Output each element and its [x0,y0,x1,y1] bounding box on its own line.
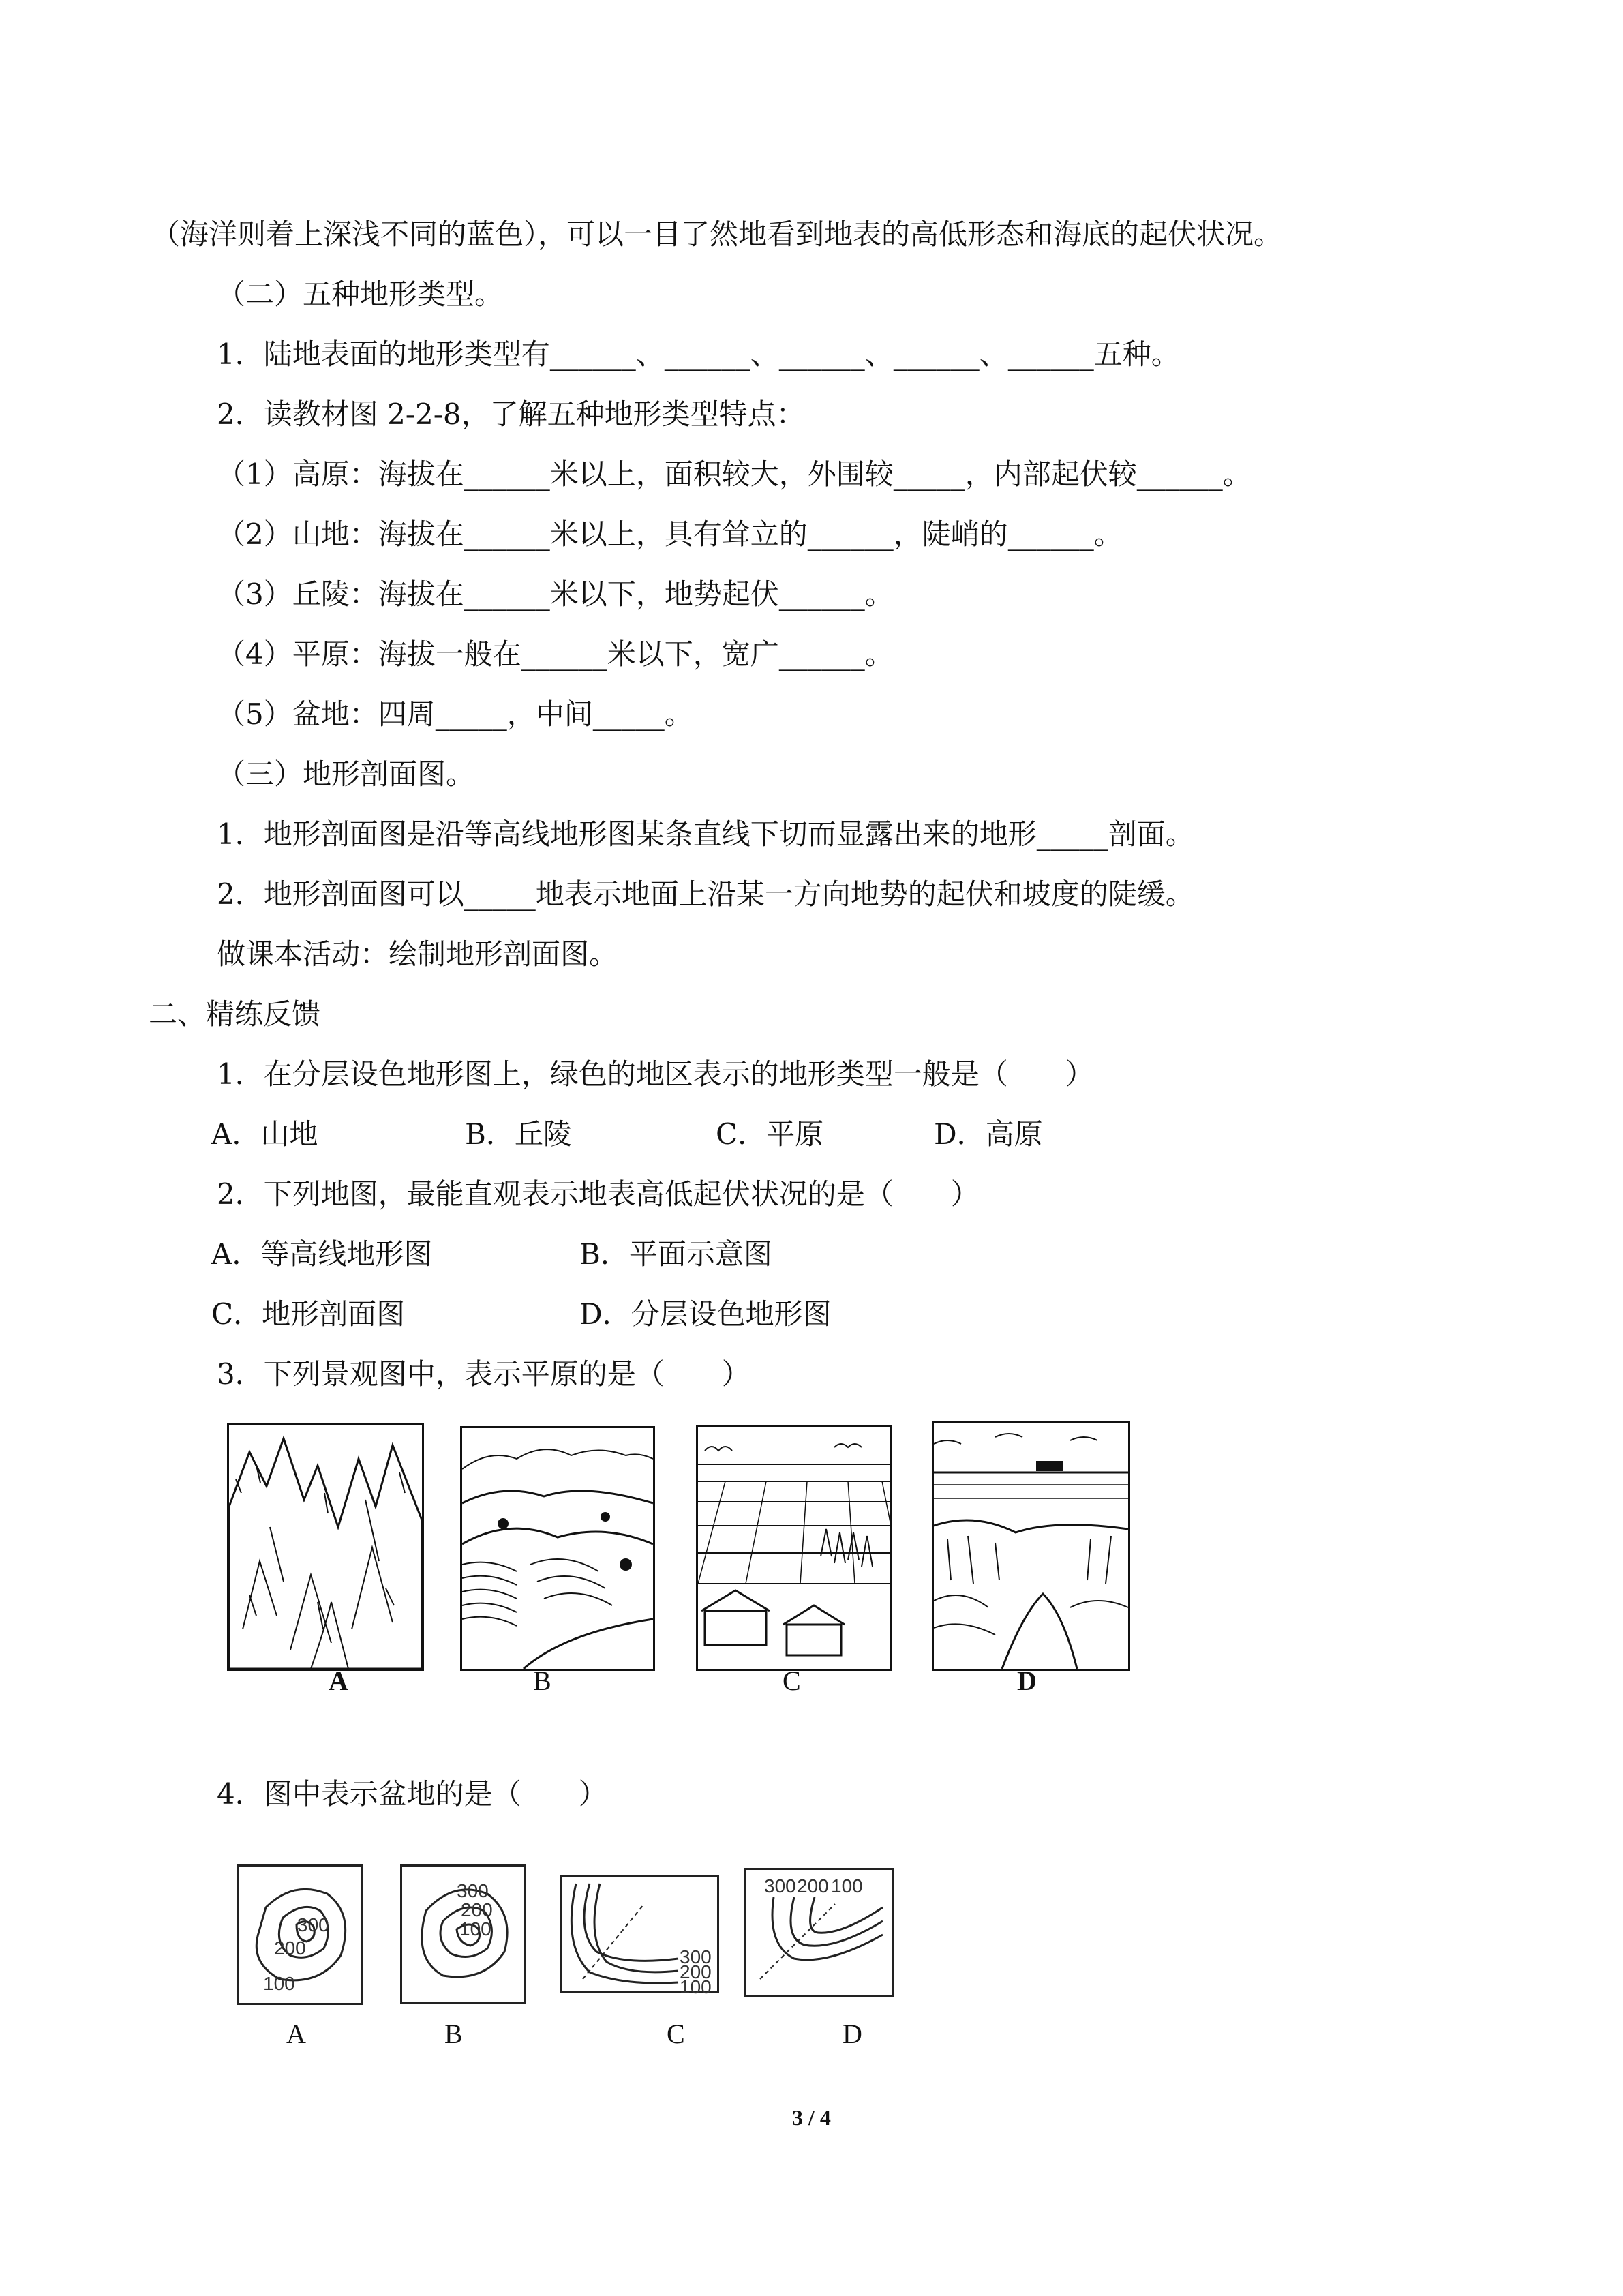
contour-d-label-200: 200 [797,1875,829,1897]
contour-c-label-300: 300 [680,1946,712,1967]
section-heading-five-landforms: （二）五种地形类型。 [217,277,504,311]
contour-c-label-100: 100 [680,1976,712,1997]
section-heading-profile: （三）地形剖面图。 [217,757,475,791]
activity-line: 做课本活动：绘制地形剖面图。 [217,937,618,971]
text-line-12: 2．地形剖面图可以_____地表示地面上沿某一方向地势的起伏和坡度的陡缓。 [217,877,1194,911]
q1-option-b: B．丘陵 [465,1117,572,1151]
question-2: 2．下列地图，最能直观表示地表高低起伏状况的是（ ） [217,1177,980,1211]
contour-c-label-200: 200 [680,1961,712,1982]
contour-map-a [237,1864,363,2005]
contour-label-a: A [286,2019,306,2049]
plateau-line: （1）高原：海拔在______米以上，面积较大，外围较_____，内部起伏较______。 [217,457,1252,491]
mountain-line: （2）山地：海拔在______米以上，具有耸立的______，陡峭的______。 [217,517,1123,551]
landscape-label-b: B [533,1665,551,1696]
page-number: 3 / 4 [792,2105,831,2130]
q2-option-a: A．等高线地形图 [211,1237,433,1271]
text-line-4: 2．读教材图 2-2-8，了解五种地形类型特点： [217,397,805,431]
q2-option-d: D．分层设色地形图 [579,1297,832,1331]
landscape-label-a: A [329,1665,348,1696]
text-line-1: （海洋则着上深浅不同的蓝色），可以一目了然地看到地表的高低形态和海底的起伏状况。 [151,217,1283,251]
q1-option-c: C．平原 [716,1117,824,1151]
contour-map-c [560,1875,719,1997]
contour-map-b [400,1864,526,2004]
q2-option-b: B．平面示意图 [579,1237,772,1271]
plain-line: （4）平原：海拔一般在______米以下，宽广______。 [217,637,894,671]
question-3: 3．下列景观图中，表示平原的是（ ） [217,1357,750,1391]
contour-d-label-300: 300 [764,1875,796,1897]
contour-b-label-100: 100 [459,1918,491,1939]
section-heading-practice: 二、精练反馈 [149,997,321,1031]
contour-label-b: B [444,2019,463,2049]
text-line-3: 1．陆地表面的地形类型有______、______、______、______、______五种。 [217,337,1180,371]
landscape-image-a [227,1423,424,1671]
contour-label-c: C [667,2019,685,2049]
contour-b-label-200: 200 [461,1899,493,1920]
q1-option-a: A．山地 [211,1117,318,1151]
hill-line: （3）丘陵：海拔在______米以下，地势起伏______。 [217,577,894,611]
landscape-label-d: D [1017,1665,1037,1696]
contour-d-label-100: 100 [831,1875,863,1897]
contour-label-d: D [843,2019,862,2049]
contour-b-label-300: 300 [457,1880,489,1901]
contour-a-label-100: 100 [263,1973,295,1994]
landscape-label-c: C [783,1665,801,1696]
landscape-image-b [460,1426,655,1671]
contour-map-d [744,1868,894,1997]
landscape-image-c [696,1425,892,1671]
q1-option-d: D．高原 [934,1117,1043,1151]
question-4: 4．图中表示盆地的是（ ） [217,1777,607,1811]
basin-line: （5）盆地：四周_____，中间_____。 [217,697,693,731]
contour-a-label-200: 200 [274,1937,306,1959]
landscape-image-d [932,1421,1130,1671]
question-1: 1．在分层设色地形图上，绿色的地区表示的地形类型一般是（ ） [217,1057,1094,1091]
q2-option-c: C．地形剖面图 [211,1297,406,1331]
contour-a-label-300: 300 [297,1914,329,1935]
text-line-11: 1．地形剖面图是沿等高线地形图某条直线下切而显露出来的地形_____剖面。 [217,817,1194,851]
